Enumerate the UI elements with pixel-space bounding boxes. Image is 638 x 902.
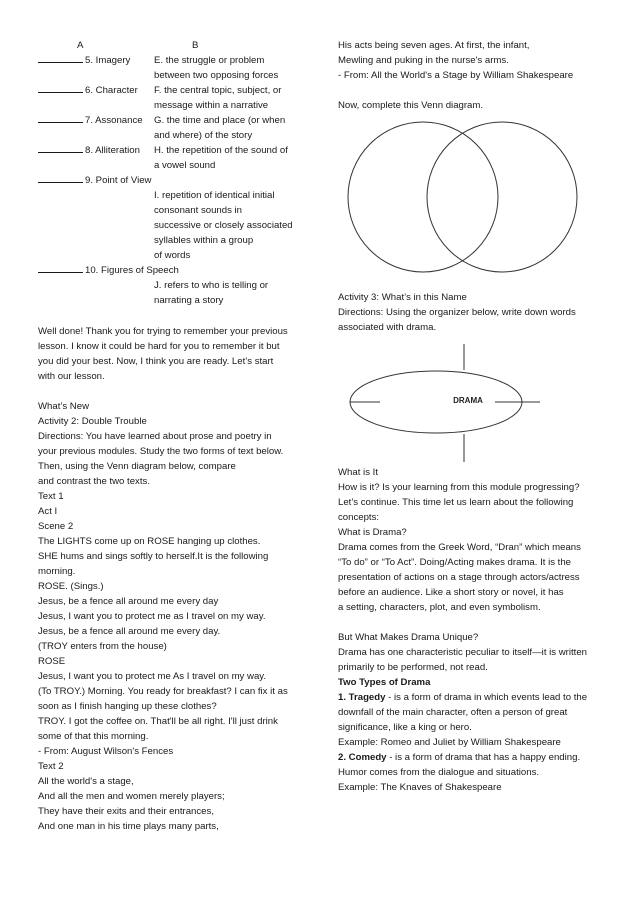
definition-line: consonant sounds in	[154, 205, 243, 216]
body-line: your previous modules. Study the two forms of text below.	[38, 446, 284, 457]
line-text: concepts:	[338, 512, 380, 523]
column-a-header: A	[77, 40, 84, 51]
column-b-header: B	[192, 40, 199, 51]
definition-line: message within a narrative	[154, 100, 269, 111]
body-line: morning.	[38, 566, 76, 577]
body-line: Jesus, be a fence all around me every day.	[38, 626, 221, 637]
definition-line: a vowel sound	[154, 160, 216, 171]
body-line	[338, 630, 478, 645]
body-line: Directions: Using the organizer below, write down words	[338, 307, 576, 318]
definition-line: of words	[154, 250, 191, 261]
line-text: What is It	[338, 467, 378, 478]
body-line: Text 2	[38, 761, 64, 772]
line-text: Example: Romeo and Juliet by William Shakespeare	[338, 737, 561, 748]
bold-heading: 1. Tragedy	[338, 692, 386, 703]
body-line	[338, 720, 472, 735]
line-text: “To do” or “To Act”. Doing/Acting makes drama. It is the	[338, 557, 572, 568]
body-line: Directions: You have learned about prose and poetry in	[38, 431, 272, 442]
body-line: you did your best. Now, I think you are ready. Let’s start	[38, 356, 274, 367]
answer-blank[interactable]	[38, 113, 85, 128]
body-line: The LIGHTS come up on ROSE hanging up clothes.	[38, 536, 261, 547]
line-text: Example: The Knaves of Shakespeare	[338, 782, 502, 793]
line-text: significance, like a king or hero.	[338, 722, 472, 733]
body-line: Text 1	[38, 491, 64, 502]
body-line: Scene 2	[38, 521, 74, 532]
venn-left-circle[interactable]	[348, 122, 498, 272]
term-label: 6. Character	[85, 85, 138, 96]
term-label: 8. Alliteration	[85, 145, 140, 156]
definition-line: G. the time and place (or when	[154, 115, 286, 126]
body-line: soon as I finish hanging up these clothes?	[38, 701, 217, 712]
definition-line: H. the repetition of the sound of	[154, 145, 288, 156]
line-text: Drama comes from the Greek Word, “Dran” which means	[338, 542, 581, 553]
body-line: Activity 2: Double Trouble	[38, 416, 147, 427]
line-text: primarily to be performed, not read.	[338, 662, 488, 673]
bold-heading: Two Types of Drama	[338, 677, 431, 688]
body-line	[338, 765, 539, 780]
answer-blank[interactable]	[38, 173, 85, 188]
term-label: 10. Figures of Speech	[85, 265, 179, 276]
drama-organizer[interactable]	[340, 340, 540, 465]
body-line: TROY. I got the coffee on. That'll be all right. I'll just drink	[38, 716, 278, 727]
body-line: (TROY enters from the house)	[38, 641, 167, 652]
line-text: - is a form of drama in which events lead to the	[385, 692, 588, 703]
body-line: and contrast the two texts.	[38, 476, 150, 487]
line-text: downfall of the main character, often a person of great	[338, 707, 568, 718]
line-text: What is Drama?	[338, 527, 407, 538]
body-line: Jesus, I want you to protect me As I travel on my way.	[38, 671, 267, 682]
body-line: ROSE. (Sings.)	[38, 581, 104, 592]
body-line	[338, 480, 580, 495]
body-line: Jesus, be a fence all around me every day	[38, 596, 219, 607]
body-line: Then, using the Venn diagram below, compare	[38, 461, 236, 472]
body-line	[338, 600, 541, 615]
body-line: Now, complete this Venn diagram.	[338, 100, 484, 111]
body-line	[338, 570, 580, 585]
body-line: Act I	[38, 506, 58, 517]
body-line: Mewling and puking in the nurse's arms.	[338, 55, 509, 66]
body-line: Jesus, I want you to protect me as I travel on my way.	[38, 611, 266, 622]
body-line: All the world's a stage,	[38, 776, 134, 787]
body-line: Well done! Thank you for trying to remember your previous	[38, 326, 288, 337]
drama-label: DRAMA	[453, 396, 483, 405]
definition-line: F. the central topic, subject, or	[154, 85, 282, 96]
definition-line: E. the struggle or problem	[154, 55, 265, 66]
body-line	[338, 555, 571, 570]
definition-line: successive or closely associated	[154, 220, 293, 231]
body-line: associated with drama.	[338, 322, 437, 333]
line-text: Let’s continue. This time let us learn about the following	[338, 497, 574, 508]
line-text: a setting, characters, plot, and even symbolism.	[338, 602, 541, 613]
definition-line: J. refers to who is telling or	[154, 280, 269, 291]
line-text: But What Makes Drama Unique?	[338, 632, 479, 643]
body-line: They have their exits and their entrances,	[38, 806, 214, 817]
body-line: with our lesson.	[38, 371, 105, 382]
venn-diagram[interactable]	[340, 112, 580, 282]
definition-line: and where) of the story	[154, 130, 253, 141]
bold-heading: 2. Comedy	[338, 752, 387, 763]
body-line	[338, 495, 573, 510]
answer-blank[interactable]	[38, 53, 85, 68]
body-line: lesson. I know it could be hard for you to remember it but	[38, 341, 280, 352]
body-line: ROSE	[38, 656, 66, 667]
body-line: What’s New	[38, 401, 90, 412]
body-line: - From: August Wilson's Fences	[38, 746, 174, 757]
body-line	[338, 510, 379, 525]
line-text: before an audience. Like a short story or novel, it has	[338, 587, 564, 598]
body-line	[338, 525, 407, 540]
body-line: And all the men and women merely players;	[38, 791, 225, 802]
line-text: presentation of actions on a stage through actors/actress	[338, 572, 580, 583]
definition-line: I. repetition of identical initial	[154, 190, 275, 201]
body-line: His acts being seven ages. At first, the infant,	[338, 40, 530, 51]
body-line	[338, 750, 580, 765]
body-line	[338, 540, 581, 555]
answer-blank[interactable]	[38, 263, 85, 278]
answer-blank[interactable]	[38, 83, 85, 98]
line-text: How is it? Is your learning from this module progressing?	[338, 482, 580, 493]
line-text: Drama has one characteristic peculiar to itself—it is written	[338, 647, 587, 658]
venn-right-circle[interactable]	[427, 122, 577, 272]
term-label: 7. Assonance	[85, 115, 143, 126]
definition-line: syllables within a group	[154, 235, 254, 246]
body-line: SHE hums and sings softly to herself.It is the following	[38, 551, 269, 562]
body-line: And one man in his time plays many parts,	[38, 821, 219, 832]
body-line	[338, 735, 561, 750]
body-line	[338, 780, 502, 795]
body-line	[338, 675, 430, 690]
body-line: - From: All the World's a Stage by William Shakespeare	[338, 70, 574, 81]
body-line	[338, 705, 567, 720]
line-text: - is a form of drama that has a happy ending.	[386, 752, 581, 763]
term-label: 9. Point of View	[85, 175, 152, 186]
body-line: Activity 3: What’s in this Name	[338, 292, 467, 303]
body-line	[338, 660, 488, 675]
body-line	[338, 465, 378, 480]
definition-line: narrating a story	[154, 295, 224, 306]
body-line: (To TROY.) Morning. You ready for breakfast? I can fix it as	[38, 686, 288, 697]
body-line	[338, 585, 564, 600]
answer-blank[interactable]	[38, 143, 85, 158]
body-line	[338, 645, 587, 660]
body-line	[338, 690, 587, 705]
body-line: some of that this morning.	[38, 731, 149, 742]
definition-line: between two opposing forces	[154, 70, 279, 81]
line-text: Humor comes from the dialogue and situations.	[338, 767, 540, 778]
term-label: 5. Imagery	[85, 55, 131, 66]
